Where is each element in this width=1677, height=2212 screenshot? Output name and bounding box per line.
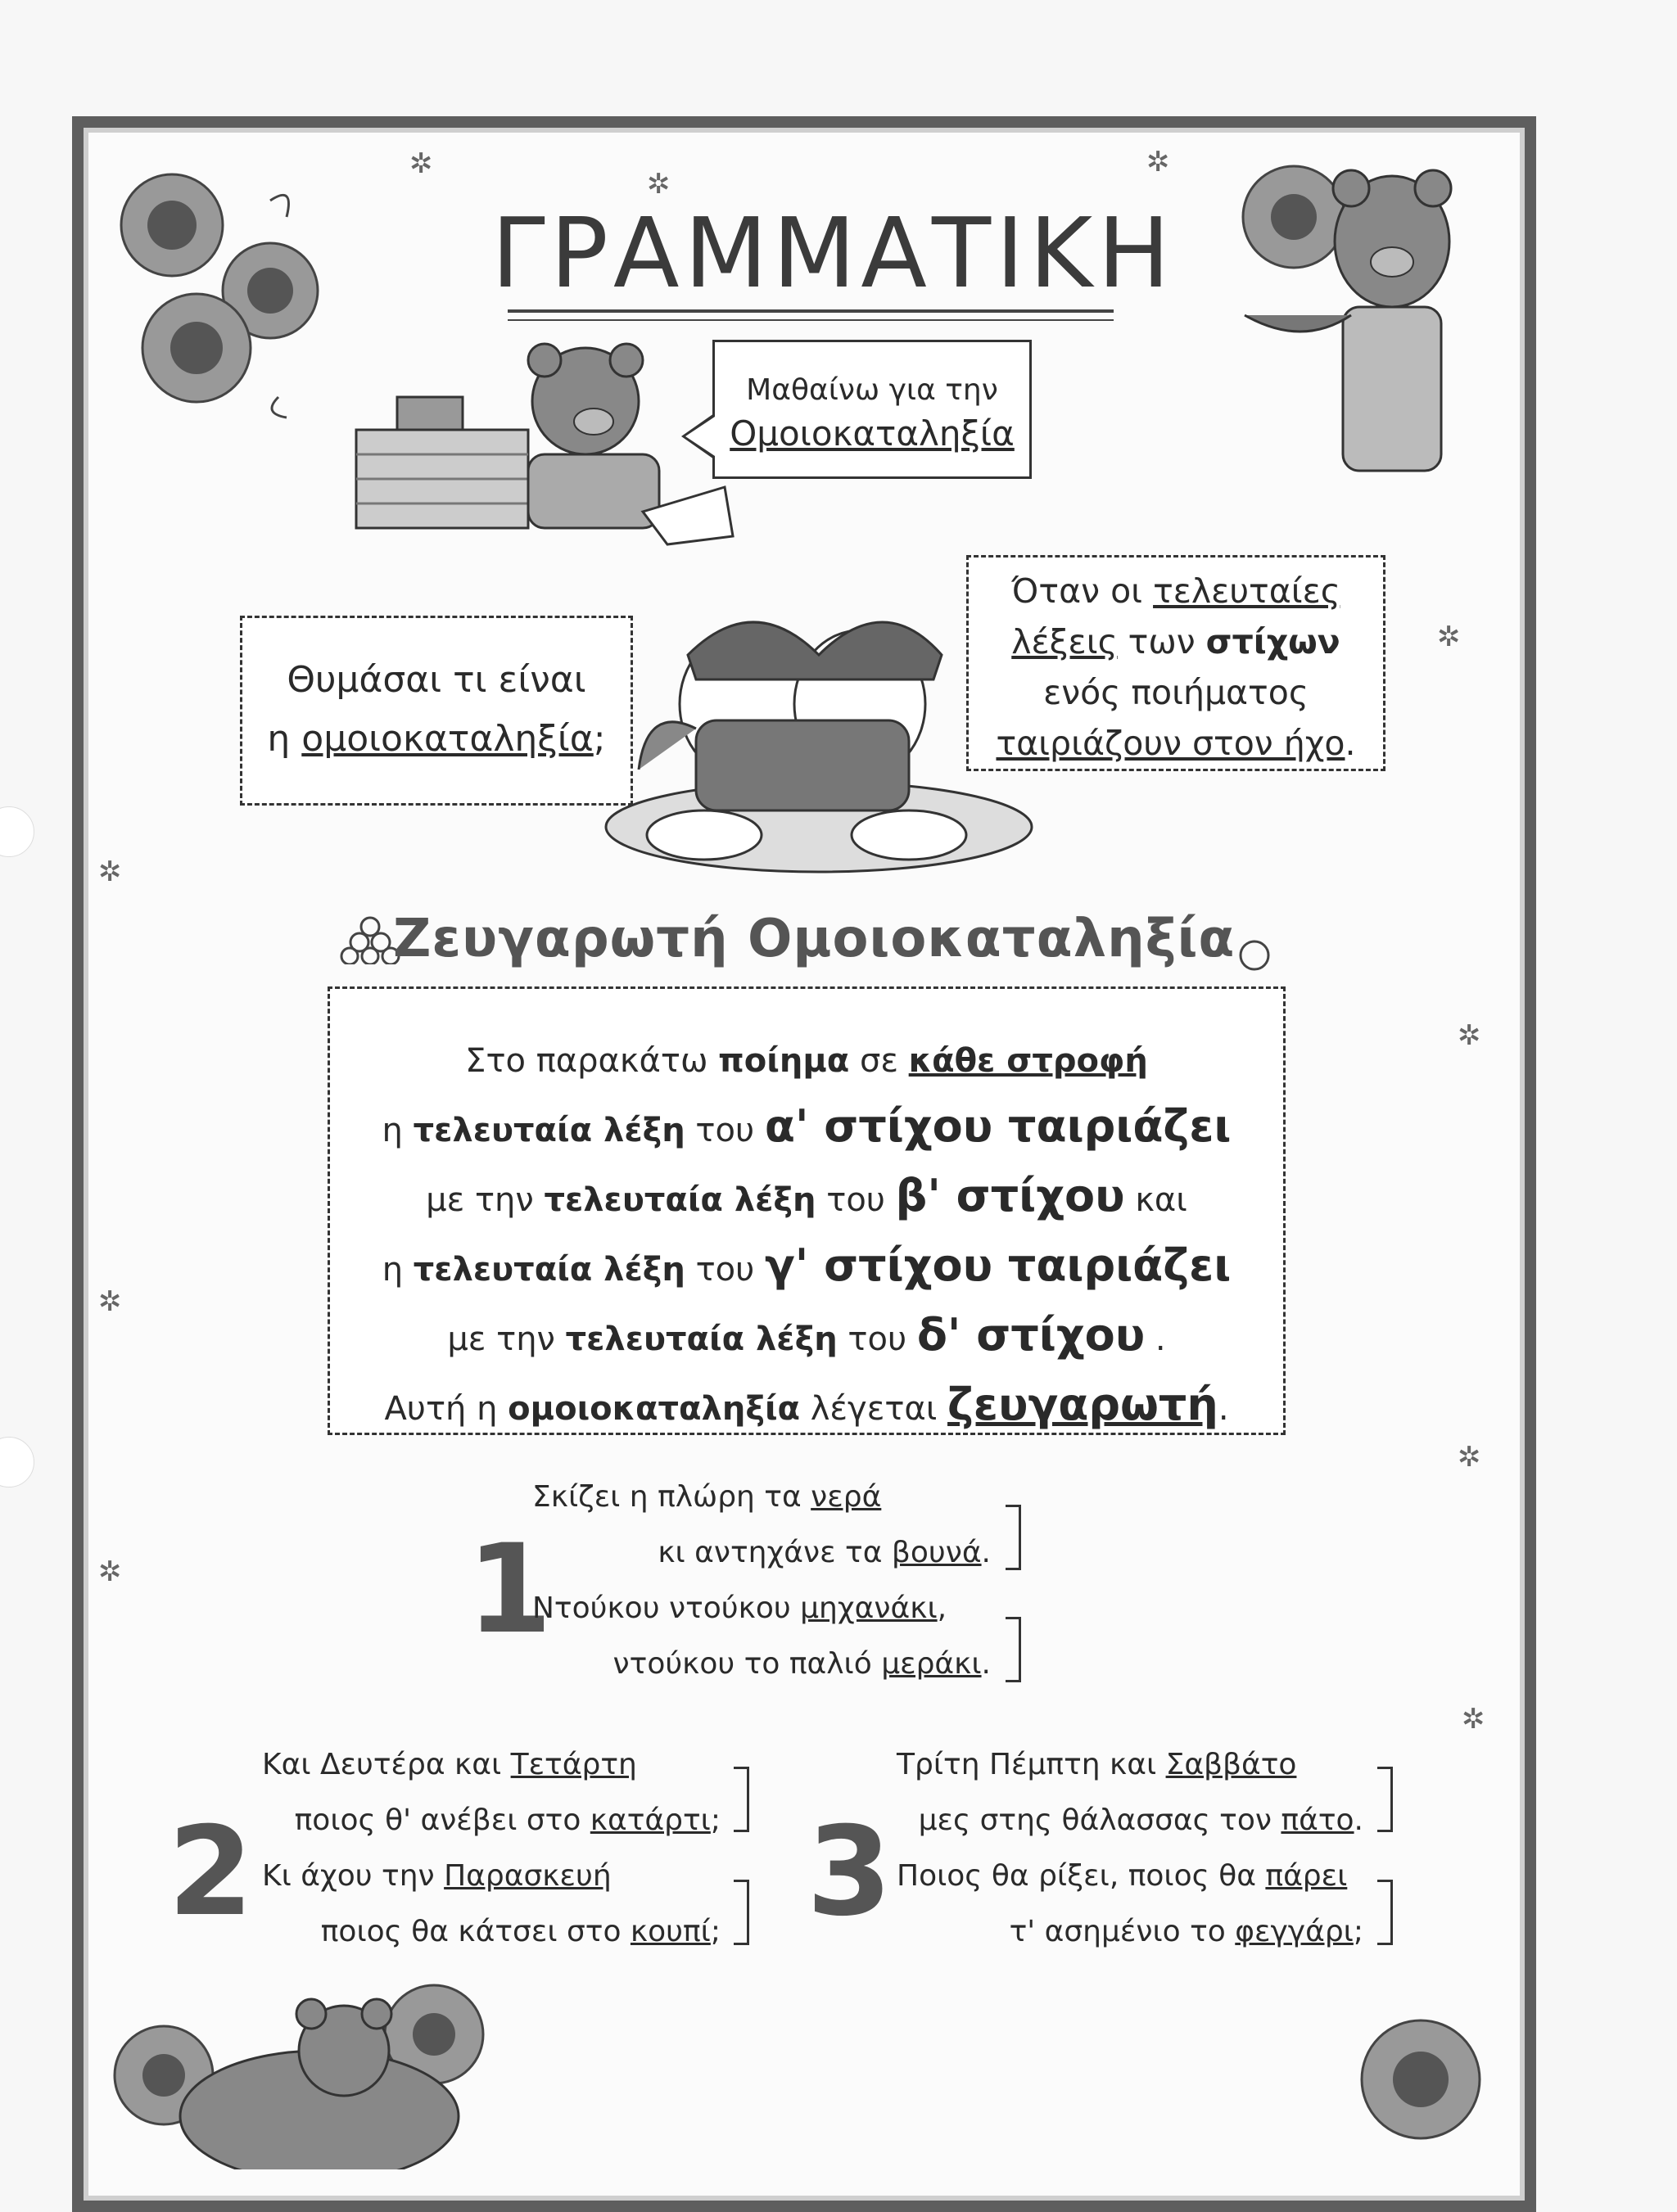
text: η [382,1251,414,1289]
text: του [837,1320,917,1358]
text: . [1218,1390,1229,1428]
title-underline [508,309,1114,313]
text: Ντούκου ντούκου [532,1591,801,1625]
answer-line3: ενός ποιήματος [1043,673,1309,712]
rhyme-word: μηχανάκι [800,1591,938,1625]
keyword: κάθε στροφή [908,1042,1148,1080]
text: . [1354,1803,1363,1837]
text: του [685,1112,765,1149]
keyword: ποίημα [718,1042,850,1080]
stanza-number: 3 [807,1801,893,1943]
rhyme-word: κατάρτι [590,1803,711,1837]
text: η [267,718,302,760]
keyword: τελευταία λέξη [544,1181,816,1219]
answer-line2 [969,616,1383,667]
circle-icon [1236,937,1272,973]
poem-line [532,1581,991,1636]
rhyme-word: πάτο [1281,1803,1354,1837]
keyword: ομοιοκαταληξία [301,718,594,760]
text: . [1145,1320,1166,1358]
rhyme-word: Παρασκευή [444,1859,612,1893]
bubble-tail-inner [685,417,715,456]
text: ποιος θα κάτσει στο [320,1915,631,1948]
stanza-1 [532,1469,991,1692]
rule-line1 [330,1028,1283,1094]
text: . [981,1536,991,1569]
bear-writing-icon [323,340,741,561]
rhyme-word: φεγγάρι [1235,1915,1354,1948]
rhyme-bracket [1377,1880,1393,1945]
sunflower-icon [1347,2006,1494,2161]
rhyme-bracket [1377,1767,1393,1832]
text: . [981,1647,991,1681]
poem-line [532,1525,991,1581]
keyword: τελευταία λέξη [413,1251,685,1289]
text: . [1345,724,1356,763]
text: σε [849,1042,909,1080]
text: του [816,1181,896,1219]
text: των [1117,622,1206,661]
stanza-number: 2 [168,1801,254,1943]
text: του [685,1251,765,1289]
rhyme-word: μεράκι [881,1647,982,1681]
rule-line4 [330,1233,1283,1302]
keyword: β' στίχου [895,1170,1125,1221]
bubbles-icon [340,915,401,964]
poem-line [897,1793,1363,1849]
answer-line4 [969,718,1383,769]
sleeping-bear-icon [106,1961,516,2169]
star-icon: ✲ [647,168,671,201]
rhyme-bracket [1006,1617,1021,1682]
title-underline [508,319,1114,321]
sunflower-icon [106,151,319,422]
keyword: τελευταίες [1153,571,1340,611]
keyword: στίχων [1205,622,1340,661]
keyword: λέξεις [1011,622,1118,661]
star-icon: ✲ [1462,1703,1485,1736]
text: Σκίζει η πλώρη τα [532,1480,811,1514]
rule-line5 [330,1302,1283,1372]
star-icon: ✲ [1437,621,1461,653]
rhyme-bracket [1006,1505,1021,1570]
text: Τρίτη Πέμπτη και [897,1748,1166,1781]
text: κι αντηχάνε τα [658,1536,892,1569]
text: ποιος θ' ανέβει στο [294,1803,590,1837]
text: ; [710,1803,721,1837]
keyword: ταιριάζουν στον ήχο [996,724,1345,763]
keyword: δ' στίχου [916,1309,1146,1361]
punch-hole [0,1437,34,1487]
poem-line [262,1737,721,1793]
star-icon: ✲ [1458,1441,1481,1474]
poem-line [897,1904,1363,1960]
text: Αυτή η [384,1390,509,1428]
keyword: α' στίχου ταιριάζει [764,1100,1232,1152]
star-icon: ✲ [409,147,433,180]
question-box [240,616,633,806]
text: τ' ασημένιο το [1009,1915,1236,1948]
poem-line [897,1737,1363,1793]
text: και [1124,1181,1187,1219]
text: με την [426,1181,545,1219]
poem-line [262,1904,721,1960]
star-icon: ✲ [98,1285,122,1318]
punch-hole [0,806,34,857]
keyword: τελευταία λέξη [413,1112,685,1149]
text: Και Δευτέρα και [262,1748,511,1781]
rhyme-word: Τετάρτη [510,1748,637,1781]
star-icon: ✲ [1146,146,1170,178]
rule-line2 [330,1094,1283,1163]
bear-icon [1228,151,1474,503]
poem-line [897,1849,1363,1904]
stanza-3 [897,1737,1363,1960]
rule-line6 [330,1372,1283,1442]
rule-box [328,986,1286,1435]
text: μες στης θάλασσας τον [918,1803,1281,1837]
text: η [382,1112,414,1149]
text: Κι άχου την [262,1859,445,1893]
poem-line [532,1469,991,1525]
answer-box [966,555,1385,771]
text: ; [593,718,606,760]
rhyme-word: νερά [811,1480,882,1514]
poem-line [262,1793,721,1849]
question-line2 [242,710,631,769]
speech-bubble [712,340,1032,479]
rhyme-word: κουπί [630,1915,711,1948]
text: με την [447,1320,566,1358]
stanza-2 [262,1737,721,1960]
star-icon: ✲ [98,855,122,888]
text: Ποιος θα ρίξει, ποιος θα [897,1859,1266,1893]
rhyme-bracket [734,1880,749,1945]
page-title: ΓΡΑΜΜΑΤΙΚΗ [491,196,1175,309]
bubble-line1: Μαθαίνω για την [746,373,998,407]
stanza-number: 1 [467,1519,553,1661]
rhyme-word: Σαββάτο [1165,1748,1297,1781]
poem-line [262,1849,721,1904]
rhyme-word: πάρει [1265,1859,1348,1893]
text: Στο παρακάτω [465,1042,719,1080]
star-icon: ✲ [98,1555,122,1588]
keyword: τελευταία λέξη [565,1320,838,1358]
rule-line3 [330,1163,1283,1233]
keyword: ομοιοκαταληξία [508,1390,801,1428]
poem-line [532,1636,991,1692]
answer-line1 [969,566,1383,616]
text: , [937,1591,947,1625]
question-line1: Θυμάσαι τι είναι [287,659,586,701]
section-title: Ζευγαρωτή Ομοιοκαταληξία [393,909,1236,969]
text: λέγεται [800,1390,948,1428]
bubble-line2: Ομοιοκαταληξία [730,413,1015,454]
rhyme-bracket [734,1767,749,1832]
star-icon: ✲ [1458,1019,1481,1052]
text: ; [1353,1915,1363,1948]
text: ντούκου το παλιό [612,1647,882,1681]
keyword: γ' στίχου ταιριάζει [765,1239,1232,1291]
rhyme-word: βουνά [891,1536,982,1569]
text: Όταν οι [1011,571,1154,611]
text: ; [710,1915,721,1948]
keyword: ζευγαρωτή [947,1379,1218,1430]
